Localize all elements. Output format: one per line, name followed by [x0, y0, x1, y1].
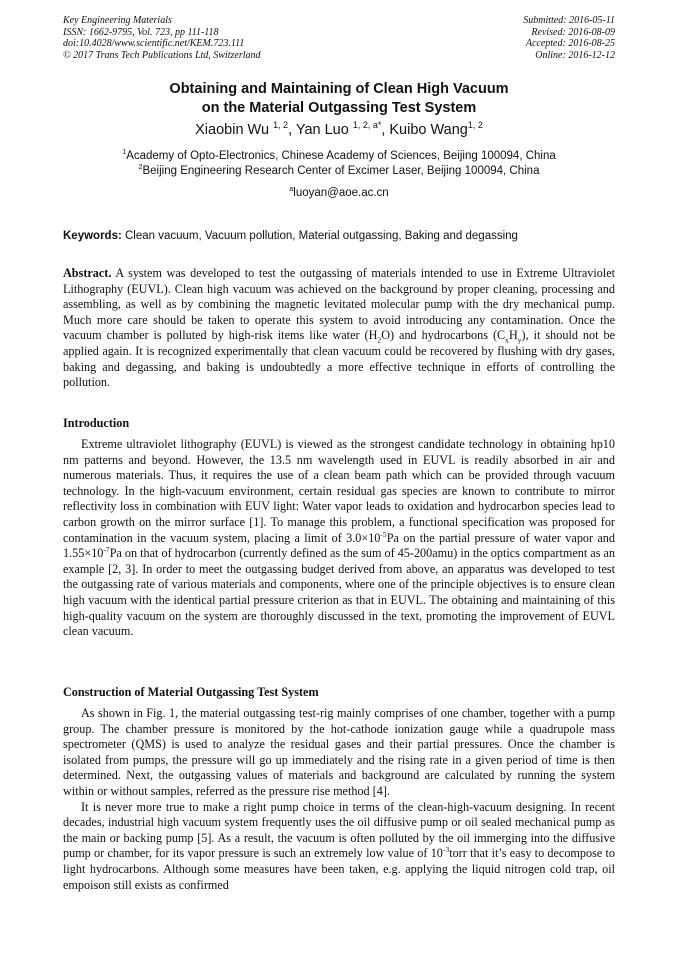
author-name: Xiaobin Wu — [195, 122, 270, 138]
affiliation-mark: 1 — [122, 148, 127, 157]
corresponding-email — [0, 187, 678, 199]
author-affiliation-mark: 1, 2 — [273, 120, 289, 131]
construction-section — [63, 706, 615, 893]
subscript: x — [505, 335, 509, 345]
abstract — [63, 266, 615, 391]
author-affiliation-mark: 1, 2, a* — [352, 120, 382, 131]
email-address: luoyan@aoe.ac.cn — [293, 187, 389, 199]
affiliation-2 — [0, 164, 678, 179]
copyright: © 2017 Trans Tech Publications Ltd, Switzerland — [63, 49, 261, 61]
paragraph-text: It is never more true to make a right pump choice in terms of the clean-high-vacuum designing. In recent decades, industrial high vacuum system frequently uses the oil diffusive pump or oil sealed mechanical pump as the main or backing pump [5]. As a result, the vacuum is often polluted by the oil immerging into the diffusive pump or chamber, for its vapor pressure is such an extremely low value of 10 — [63, 799, 615, 861]
publication-dates — [523, 15, 615, 61]
exponent: -5 — [380, 529, 387, 539]
construction-paragraph-1: As shown in Fig. 1, the material outgassing test-rig mainly comprises of one chamber, together with a pump group. The chamber pressure is monitored by the hot-cathode ionization gauge while a quadrupole mass spectrometer (QMS) is used to analyze the residual gases and their partial pressures. Once the chamber is isolated from pumps, the pressure will go up immediately and the rising rate in a given period of time is then determined. Next, the outgassing values of materials and background are calculated by running the system within or without samples, referred as the pressure rise method [4]. — [63, 706, 615, 798]
paragraph-text: Pa on the partial pressure of water vapor and 1.55×10 — [63, 530, 615, 561]
author-name: Kuibo Wang — [389, 122, 468, 138]
doi: doi:10.4028/www.scientific.net/KEM.723.111 — [63, 38, 245, 49]
title-line-1: Obtaining and Maintaining of Clean High Vacuum — [169, 81, 509, 97]
keywords — [63, 230, 615, 242]
affiliation-mark: 2 — [138, 162, 143, 171]
title-line-2: on the Material Outgassing Test System — [201, 100, 477, 116]
section-heading-introduction: Introduction — [63, 416, 130, 430]
section-heading-construction: Construction of Material Outgassing Test System — [63, 685, 319, 699]
issn: ISSN: 1662-9795, Vol. 723, pp 111-118 — [63, 26, 219, 38]
introduction-paragraph — [63, 437, 615, 640]
subscript: y — [517, 335, 522, 345]
date-revised: Revised: 2016-08-09 — [531, 26, 615, 38]
author-affiliation-mark: 1, 2 — [467, 120, 483, 131]
introduction-section — [63, 437, 615, 640]
construction-paragraph-2 — [63, 800, 615, 894]
subscript: 2 — [377, 335, 382, 345]
abstract-paragraph — [63, 266, 615, 391]
paragraph-text: Pa on that of hydrocarbon (currently defined as the sum of 45-200amu) in the optics compartment as an example [2, 3]. In order to meet the outgassing budget derived from above, an apparatus was developed to test the outgassing rate of various materials and components, where one of the principle objectives is to ensure clean high vacuum with the identical partial pressure criterion as that in EUVL. The obtaining and maintaining of this high-quality vacuum on the system are thoroughly discussed in the text, promoting the improvement of EUVL clean vacuum. — [63, 546, 615, 639]
exponent: -7 — [103, 545, 110, 555]
abstract-text: ), it should not be applied again. It is recognized experimentally that clean vacuum could be recovered by flushing with dry gases, baking and degassing, and baking is undoubtedly a more effective technique in efforts of controlling the pollution. — [63, 328, 616, 390]
exponent: -3 — [442, 845, 450, 855]
abstract-label: Abstract. — [63, 266, 112, 280]
paragraph-text: torr that it’s easy to decompose to light hydrocarbons. Although some measures have been taken, e.g. applying the liquid nitrogen cold trap, oil empoison still exists as confirmed — [63, 846, 615, 892]
paragraph-text: Extreme ultraviolet lithography (EUVL) is viewed as the strongest candidate technology in obtaining hp10 nm patterns and beyond. However, the 13.5 nm wavelength used in EUVL is readily absorbed in air and numerous materials. Thus, it requires the use of a clean beam path which can be provided through vacuum technology. In the high-vacuum environment, certain residual gas species are known to contribute to mirror reflectivity loss in combination with EUV light: Water vapor leads to oxidation and hydrocarbon species lead to carbon growth on the mirror surface [1]. To manage this problem, a functional specification was proposed for contamination in the vacuum system, placing a limit of 3.0×10 — [63, 437, 615, 545]
abstract-text: O) and hydrocarbons (C — [381, 328, 506, 343]
date-accepted: Accepted: 2016-08-25 — [525, 38, 615, 49]
abstract-text: A system was developed to test the outgassing of materials intended to use in Extreme Ultraviolet Lithography (EUVL). Clean high vacuum was achieved on the background by proper cleaning, processing and assembling, as well as by combining the magnetic levitated molecular pump with the dry mechanical pump. Much more care should be taken to operate this system to avoid introducing any contamination. Once the vacuum chamber is polluted by high-risk items like water (H — [63, 266, 615, 343]
journal-name: Key Engineering Materials — [63, 15, 172, 26]
paper-title — [0, 80, 678, 118]
date-submitted: Submitted: 2016-05-11 — [523, 15, 615, 26]
keywords-label: Keywords: — [63, 230, 122, 242]
affiliation-1 — [0, 149, 678, 164]
affiliations — [0, 149, 678, 178]
journal-info — [63, 15, 261, 61]
author-list: Xiaobin Wu $^{1, 2}$, Yan Luo $^{1, 2, a*}$, Kuibo Wang$^{1, 2}$ — [195, 120, 483, 138]
author-name: Yan Luo — [295, 122, 349, 138]
affiliation-text: Academy of Opto-Electronics, Chinese Academy of Sciences, Beijing 100094, China — [126, 150, 556, 162]
date-online: Online: 2016-12-12 — [535, 49, 615, 61]
keywords-text: Clean vacuum, Vacuum pollution, Material outgassing, Baking and degassing — [125, 230, 518, 242]
abstract-text: H — [508, 328, 518, 343]
email-mark: a — [289, 185, 294, 194]
affiliation-text: Beijing Engineering Research Center of Excimer Laser, Beijing 100094, China — [142, 164, 540, 177]
